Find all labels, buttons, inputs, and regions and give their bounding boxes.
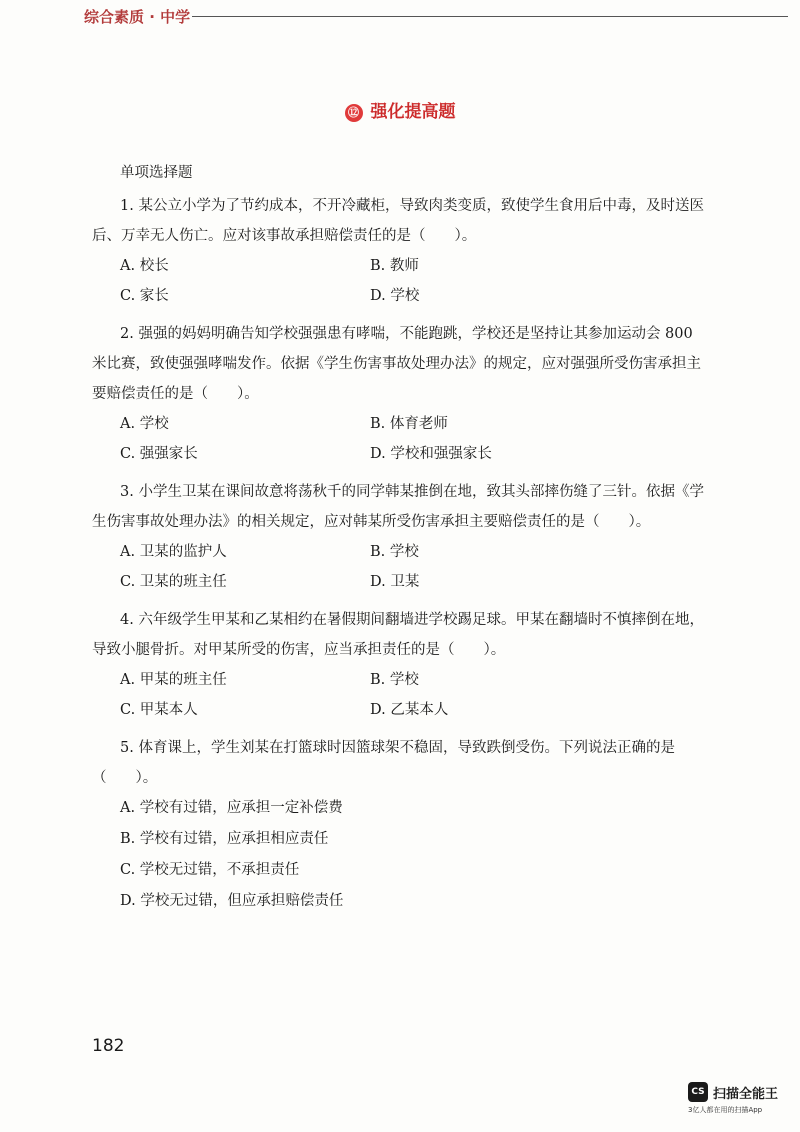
option-a: A. 卫某的监护人 bbox=[120, 544, 227, 560]
option-b: B. 学校 bbox=[370, 544, 419, 560]
option-list bbox=[120, 793, 707, 917]
option-d: D. 卫某 bbox=[370, 574, 420, 590]
camscanner-logo-icon: CS bbox=[688, 1082, 708, 1102]
sub-title: 单项选择题 bbox=[120, 165, 193, 181]
question-4 bbox=[92, 605, 707, 725]
option-list bbox=[120, 409, 707, 469]
option-d: D. 学校无过错，但应承担赔偿责任 bbox=[120, 893, 344, 909]
option-c: C. 学校无过错，不承担责任 bbox=[120, 862, 300, 878]
page-number: 182 bbox=[92, 1036, 125, 1056]
option-a: A. 学校有过错，应承担一定补偿费 bbox=[120, 800, 343, 816]
scanner-watermark bbox=[688, 1082, 792, 1115]
page-header bbox=[0, 0, 800, 34]
question-1 bbox=[92, 191, 707, 311]
option-c: C. 强强家长 bbox=[120, 446, 198, 462]
question-stem: 4. 六年级学生甲某和乙某相约在暑假期间翻墙进学校踢足球。甲某在翻墙时不慎摔倒在地，导致小腿骨折。对甲某所受的伤害，应当承担责任的是（ ）。 bbox=[92, 612, 704, 658]
header-label: 综合素质 · 中学 bbox=[84, 8, 191, 26]
option-a: A. 学校 bbox=[120, 416, 169, 432]
section-title-text: 强化提高题 bbox=[370, 102, 456, 122]
question-2 bbox=[92, 319, 707, 469]
header-rule bbox=[192, 16, 788, 17]
section-title bbox=[0, 97, 800, 122]
question-3 bbox=[92, 477, 707, 597]
option-b: B. 体育老师 bbox=[370, 416, 448, 432]
option-a: A. 校长 bbox=[120, 258, 169, 274]
question-list bbox=[92, 163, 707, 917]
option-list bbox=[120, 665, 707, 725]
option-b: B. 学校 bbox=[370, 672, 419, 688]
option-c: C. 甲某本人 bbox=[120, 702, 198, 718]
option-c: C. 卫某的班主任 bbox=[120, 574, 227, 590]
watermark-tagline: 3亿人都在用的扫描App bbox=[688, 1106, 763, 1114]
option-list bbox=[120, 537, 707, 597]
question-stem: 2. 强强的妈妈明确告知学校强强患有哮喘，不能跑跳，学校还是坚持让其参加运动会 800 米比赛，致使强强哮喘发作。依据《学生伤害事故处理办法》的规定，应对强强所受伤害承担主要赔偿责任的是（ ）。 bbox=[92, 326, 701, 402]
question-stem: 3. 小学生卫某在课间故意将荡秋千的同学韩某推倒在地，致其头部摔伤缝了三针。依据《学生伤害事故处理办法》的相关规定，应对韩某所受伤害承担主要赔偿责任的是（ ）。 bbox=[92, 484, 704, 530]
watermark-name: 扫描全能王 bbox=[713, 1086, 779, 1102]
question-stem: 5. 体育课上，学生刘某在打篮球时因篮球架不稳固，导致跌倒受伤。下列说法正确的是（ ）。 bbox=[92, 740, 675, 786]
option-list bbox=[120, 251, 707, 311]
question-stem: 1. 某公立小学为了节约成本，不开冷藏柜，导致肉类变质，致使学生食用后中毒，及时送医后、万幸无人伤亡。应对该事故承担赔偿责任的是（ ）。 bbox=[92, 198, 704, 244]
option-c: C. 家长 bbox=[120, 288, 169, 304]
option-b: B. 教师 bbox=[370, 258, 419, 274]
option-d: D. 乙某本人 bbox=[370, 702, 449, 718]
option-d: D. 学校和强强家长 bbox=[370, 446, 492, 462]
section-number-icon: ⑫ bbox=[345, 104, 363, 122]
option-d: D. 学校 bbox=[370, 288, 420, 304]
question-5 bbox=[92, 733, 707, 917]
option-b: B. 学校有过错，应承担相应责任 bbox=[120, 831, 329, 847]
option-a: A. 甲某的班主任 bbox=[120, 672, 227, 688]
